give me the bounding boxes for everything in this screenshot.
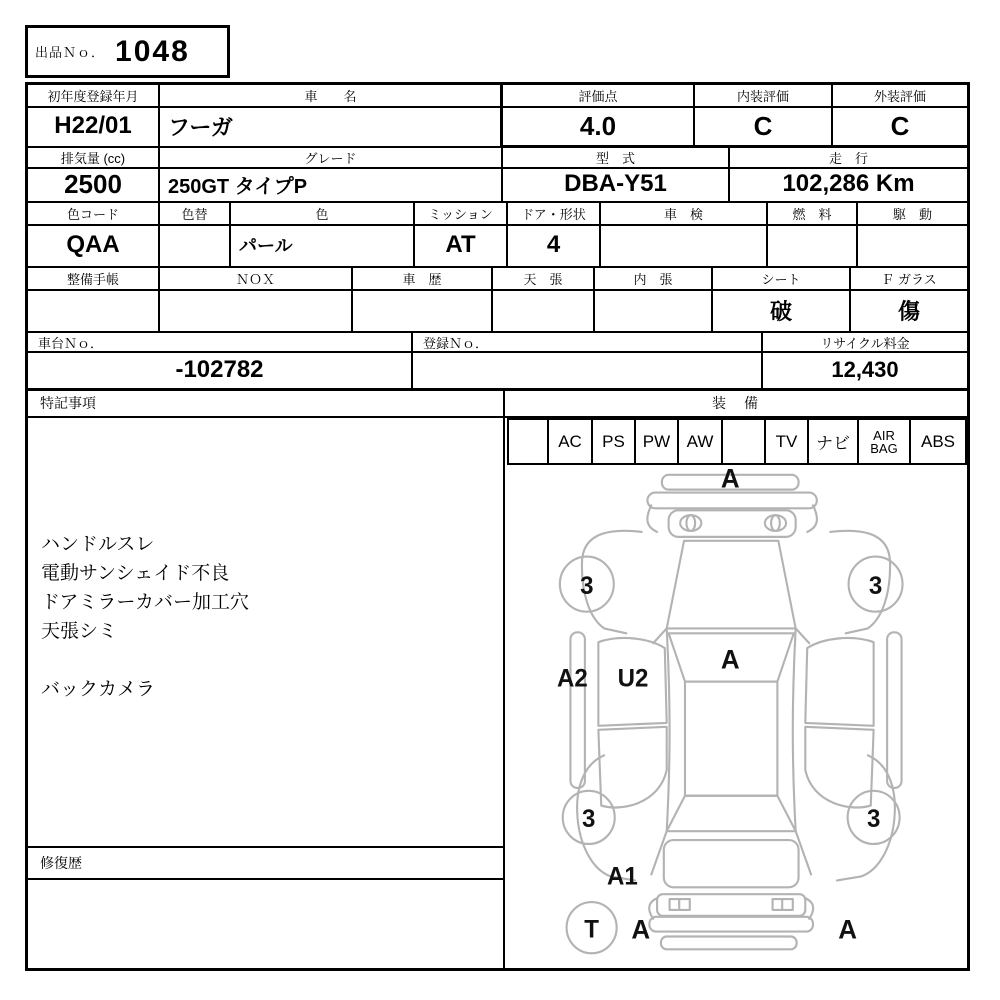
right-front-door (805, 638, 873, 726)
rear-bumper-corner-left (649, 898, 657, 919)
repair-history-header: 修復歴 (28, 848, 503, 880)
color-code-label: 色コード (28, 203, 158, 226)
drive-value (858, 226, 967, 264)
field-mileage (730, 148, 967, 201)
chassis-no-value: -102782 (175, 355, 264, 383)
equipment-cell-ac: AC (547, 418, 593, 465)
rear-reflector-icon (670, 899, 793, 910)
doors-value: 4 (546, 231, 561, 258)
interior-grade-label: 内装評価 (695, 85, 831, 108)
field-nox (160, 268, 353, 331)
headliner-value (493, 291, 593, 329)
equipment-cell-aw: AW (677, 418, 723, 465)
equipment-cell-navi: ナビ (807, 418, 859, 465)
note-line: 天張シミ (41, 621, 118, 642)
equipment-cell-pw: PW (634, 418, 679, 465)
field-displacement (28, 148, 160, 201)
field-seat (713, 268, 851, 331)
mark-front-left-wheel: 3 (580, 572, 594, 601)
rear-lower-strip (661, 937, 797, 950)
rear-bumper-corner-right (805, 898, 813, 919)
mark-left-door-u2: U2 (617, 665, 649, 693)
service-book-label: 整備手帳 (28, 268, 158, 291)
cabin-side-right (793, 628, 796, 831)
field-first-registration (28, 85, 160, 146)
a-pillar-right (796, 628, 809, 643)
headlight-icon (680, 515, 786, 531)
displacement-label: 排気量 (cc) (28, 148, 158, 169)
field-car-history (353, 268, 493, 331)
field-chassis-no (28, 333, 413, 388)
field-fuel (768, 203, 858, 266)
first-registration-value: H22/01 (54, 112, 132, 139)
door-lining-value (595, 291, 711, 329)
drive-label: 駆 動 (858, 203, 967, 226)
inspection-label: 車 検 (601, 203, 766, 226)
mark-rear-bumper-right: A (838, 914, 858, 945)
lot-number-label: 出品Ｎｏ． (35, 45, 106, 60)
color-value: パール (239, 236, 293, 256)
mark-rear-left-quarter: A1 (607, 863, 638, 891)
reg-no-value (413, 353, 761, 386)
field-reg-no (413, 333, 763, 388)
field-color-code (28, 203, 160, 266)
front-glass-value: 傷 (897, 298, 920, 324)
color-label: 色 (231, 203, 413, 226)
color-change-value (160, 226, 229, 264)
seat-label: シート (713, 268, 849, 291)
field-door-lining (595, 268, 713, 331)
equipment-cell-airbag: AIR BAG (857, 418, 911, 465)
transmission-value: AT (445, 231, 476, 258)
right-side-moulding (887, 632, 901, 788)
field-recycle-fee (763, 333, 967, 388)
car-name-value: フーガ (168, 114, 233, 140)
lot-number-value: 1048 (115, 34, 190, 68)
service-book-value (28, 291, 158, 329)
mileage-value: 102,286 Km (782, 170, 915, 197)
field-headliner (493, 268, 595, 331)
fuel-label: 燃 料 (768, 203, 856, 226)
row-engine (28, 148, 967, 203)
note-line: 電動サンシェイド不良 (41, 563, 230, 584)
field-car-name (160, 85, 503, 146)
headliner-label: 天 張 (493, 268, 593, 291)
roof-panel (685, 682, 777, 796)
equipment-cell-tv: TV (764, 418, 809, 465)
front-glass-label: Ｆ ガラス (851, 268, 967, 291)
note-line (41, 646, 503, 675)
equipment-header: 装 備 (505, 391, 967, 418)
door-lining-label: 内 張 (595, 268, 711, 291)
left-rear-door (598, 727, 666, 808)
nox-value (160, 291, 351, 329)
front-bumper-bar (647, 493, 816, 509)
rear-bumper-bar (649, 917, 813, 932)
field-drive (858, 203, 967, 266)
auction-sheet (25, 25, 975, 975)
displacement-value: 2500 (64, 168, 122, 199)
mark-left-door-a2: A2 (556, 665, 588, 693)
color-code-value: QAA (66, 231, 120, 258)
fuel-value (768, 226, 856, 264)
row-numbers (28, 333, 967, 391)
equipment-cell-blank-2 (721, 418, 766, 465)
mark-spare-tire: T (584, 916, 599, 944)
field-model-code (503, 148, 730, 201)
field-service-book (28, 268, 160, 331)
exterior-grade-value: C (890, 110, 910, 141)
doors-label: ドア・形状 (508, 203, 599, 226)
grade-label: グレード (160, 148, 501, 169)
recycle-fee-value: 12,430 (831, 356, 899, 382)
car-diagram-panel (505, 465, 967, 968)
field-interior-grade (695, 85, 833, 146)
field-score (503, 85, 695, 146)
car-history-value (353, 291, 491, 329)
grade-value: 250GT タイプP (168, 175, 308, 198)
transmission-label: ミッション (415, 203, 506, 226)
interior-grade-value: C (753, 110, 773, 141)
row-registration (28, 85, 967, 148)
repair-history-box (28, 880, 503, 968)
windshield (667, 541, 796, 629)
exterior-grade-label: 外装評価 (833, 85, 967, 108)
notes-header: 特記事項 (28, 391, 503, 418)
lot-number-box (25, 25, 230, 78)
mark-roof: A (720, 644, 740, 675)
car-history-label: 車 歴 (353, 268, 491, 291)
field-doors (508, 203, 601, 266)
color-change-label: 色替 (160, 203, 229, 226)
car-diagram-svg (505, 465, 967, 968)
spec-table (25, 82, 970, 971)
model-code-label: 型 式 (503, 148, 728, 169)
score-value: 4.0 (579, 110, 617, 141)
field-inspection (601, 203, 768, 266)
equipment-row (505, 418, 967, 465)
field-exterior-grade (833, 85, 967, 146)
equipment-cell-blank-1 (507, 418, 549, 465)
equipment-cell-ps: PS (591, 418, 636, 465)
inspection-value (601, 226, 766, 264)
model-code-value: DBA-Y51 (564, 170, 667, 197)
mileage-label: 走 行 (730, 148, 967, 169)
row-color (28, 203, 967, 268)
mark-rear-left-wheel: 3 (582, 806, 596, 834)
equipment-cell-abs: ABS (909, 418, 967, 465)
mark-rear-right-wheel: 3 (866, 806, 881, 834)
field-grade (160, 148, 503, 201)
note-line: ドアミラーカバー加工穴 (41, 592, 250, 613)
mark-front-bumper: A (720, 465, 740, 494)
mark-rear-bumper-left: A (631, 914, 651, 945)
note-line: ハンドルスレ (41, 534, 155, 555)
reg-no-label: 登録Ｎｏ． (413, 333, 761, 353)
score-label: 評価点 (503, 85, 693, 108)
field-front-glass (851, 268, 967, 331)
left-side-moulding (570, 632, 584, 788)
field-color-change (160, 203, 231, 266)
nox-label: ＮＯＸ (160, 268, 351, 291)
trunk-lid (664, 840, 799, 887)
right-rear-door (805, 727, 873, 808)
car-name-label: 車 名 (160, 85, 501, 108)
a-pillar-left (653, 628, 666, 643)
recycle-fee-label: リサイクル料金 (763, 333, 967, 353)
mark-front-right-wheel: 3 (868, 572, 883, 601)
seat-value: 破 (769, 298, 792, 324)
note-line: バックカメラ (41, 679, 156, 700)
field-color (231, 203, 415, 266)
row-condition (28, 268, 967, 333)
notes-box (28, 418, 503, 848)
field-transmission (415, 203, 508, 266)
first-registration-label: 初年度登録年月 (28, 85, 158, 108)
chassis-no-label: 車台Ｎｏ． (28, 333, 411, 353)
rear-window (667, 796, 796, 831)
